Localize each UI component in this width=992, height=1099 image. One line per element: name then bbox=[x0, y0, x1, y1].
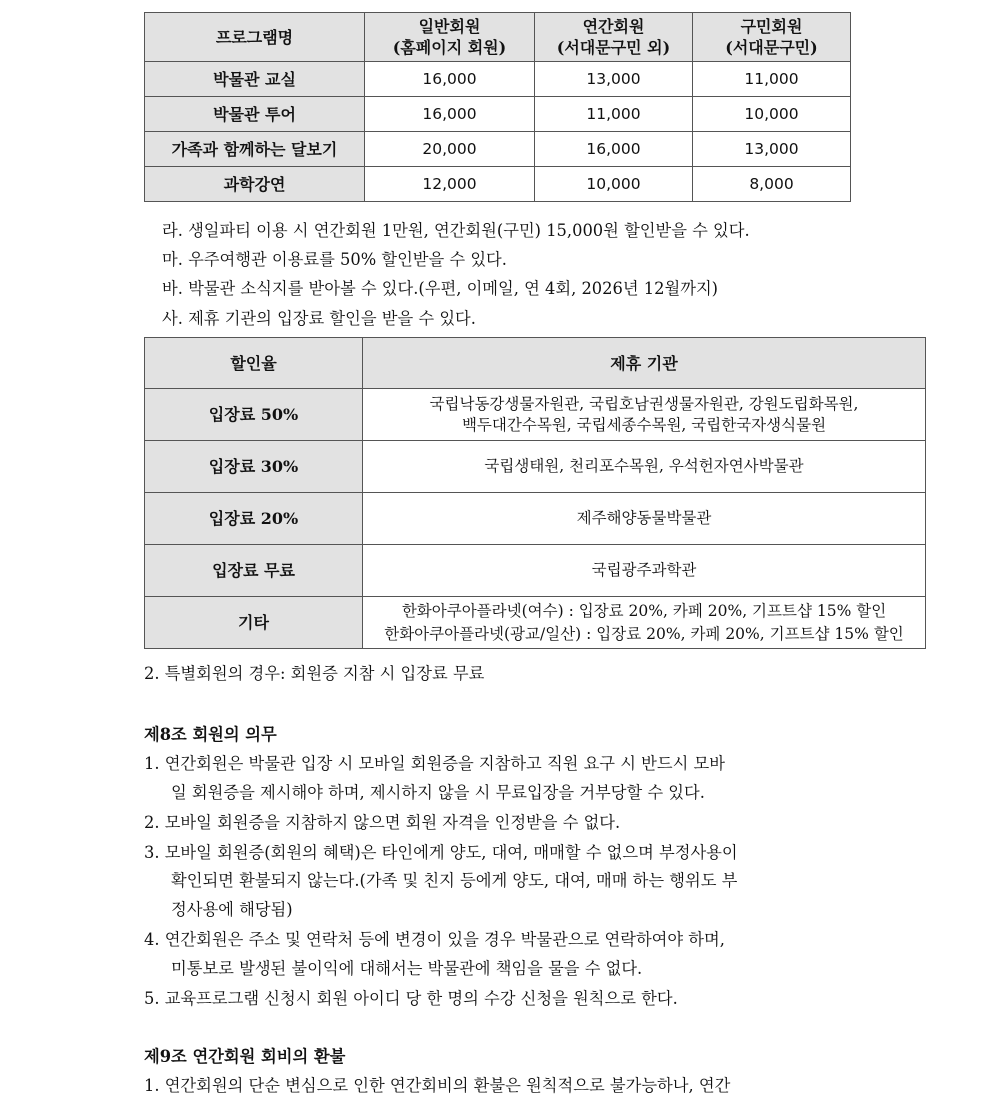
price-cell: 12,000 bbox=[365, 167, 535, 202]
benefit-item-ma: 마. 우주여행관 이용료를 50% 할인받을 수 있다. bbox=[162, 250, 507, 269]
price-cell: 10,000 bbox=[535, 167, 693, 202]
table-row bbox=[145, 545, 926, 597]
table-row bbox=[145, 167, 851, 202]
table-row bbox=[145, 62, 851, 97]
price-cell: 11,000 bbox=[693, 62, 851, 97]
special-member-note: 2. 특별회원의 경우: 회원증 지참 시 입장료 무료 bbox=[144, 664, 485, 683]
partner-institution-cell: 국립생태원, 천리포수목원, 우석헌자연사박물관 bbox=[363, 441, 926, 493]
article9-title: 제9조 연간회원 회비의 환불 bbox=[144, 1047, 346, 1066]
program-name-cell: 가족과 함께하는 달보기 bbox=[145, 132, 365, 167]
program-price-table bbox=[144, 12, 851, 202]
price-cell: 10,000 bbox=[693, 97, 851, 132]
price-cell: 13,000 bbox=[535, 62, 693, 97]
price-cell: 11,000 bbox=[535, 97, 693, 132]
price-cell: 13,000 bbox=[693, 132, 851, 167]
article8-line: 일 회원증을 제시해야 하며, 제시하지 않을 시 무료입장을 거부당할 수 있다. bbox=[171, 783, 705, 802]
table-row bbox=[145, 597, 926, 649]
price-header-resident: 구민회원 (서대문구민) bbox=[693, 13, 851, 62]
article8-line: 미통보로 발생된 불이익에 대해서는 박물관에 책임을 물을 수 없다. bbox=[171, 959, 643, 978]
benefit-item-ra: 라. 생일파티 이용 시 연간회원 1만원, 연간회원(구민) 15,000원 할인받을 수 있다. bbox=[162, 221, 750, 240]
table-row bbox=[145, 132, 851, 167]
program-name-cell: 과학강연 bbox=[145, 167, 365, 202]
price-cell: 8,000 bbox=[693, 167, 851, 202]
discount-rate-cell: 입장료 무료 bbox=[145, 545, 363, 597]
article9-line: 1. 연간회원의 단순 변심으로 인한 연간회비의 환불은 원칙적으로 불가능하나, 연간 bbox=[144, 1076, 731, 1095]
discount-rate-cell: 입장료 20% bbox=[145, 493, 363, 545]
partner-discount-table bbox=[144, 337, 926, 649]
price-header-program: 프로그램명 bbox=[145, 13, 365, 62]
article8-line: 확인되면 환불되지 않는다.(가족 및 친지 등에게 양도, 대여, 매매 하는 행위도 부 bbox=[171, 871, 738, 890]
partner-institution-cell: 국립광주과학관 bbox=[363, 545, 926, 597]
benefit-item-sa: 사. 제휴 기관의 입장료 할인을 받을 수 있다. bbox=[162, 309, 476, 328]
partner-institution-cell: 한화아쿠아플라넷(여수) : 입장료 20%, 카페 20%, 기프트샵 15% 할인 한화아쿠아플라넷(광교/일산) : 입장료 20%, 카페 20%, 기프트샵 15% 할인 bbox=[363, 597, 926, 649]
price-header-annual: 연간회원 (서대문구민 외) bbox=[535, 13, 693, 62]
article8-line: 정사용에 해당됨) bbox=[171, 900, 293, 919]
partner-table-header-row bbox=[145, 338, 926, 389]
article8-line: 4. 연간회원은 주소 및 연락처 등에 변경이 있을 경우 박물관으로 연락하여야 하며, bbox=[144, 930, 725, 949]
program-name-cell: 박물관 투어 bbox=[145, 97, 365, 132]
article8-line: 5. 교육프로그램 신청시 회원 아이디 당 한 명의 수강 신청을 원칙으로 한다. bbox=[144, 989, 678, 1008]
article8-title: 제8조 회원의 의무 bbox=[144, 725, 277, 744]
article8-line: 1. 연간회원은 박물관 입장 시 모바일 회원증을 지참하고 직원 요구 시 반드시 모바 bbox=[144, 754, 725, 773]
discount-rate-cell: 기타 bbox=[145, 597, 363, 649]
price-header-general: 일반회원 (홈페이지 회원) bbox=[365, 13, 535, 62]
article8-line: 3. 모바일 회원증(회원의 혜택)은 타인에게 양도, 대여, 매매할 수 없으며 부정사용이 bbox=[144, 843, 738, 862]
price-cell: 20,000 bbox=[365, 132, 535, 167]
discount-rate-cell: 입장료 50% bbox=[145, 389, 363, 441]
benefit-item-ba: 바. 박물관 소식지를 받아볼 수 있다.(우편, 이메일, 연 4회, 2026년 12월까지) bbox=[162, 279, 719, 298]
partner-header-institution: 제휴 기관 bbox=[363, 338, 926, 389]
price-cell: 16,000 bbox=[365, 62, 535, 97]
table-row bbox=[145, 493, 926, 545]
discount-rate-cell: 입장료 30% bbox=[145, 441, 363, 493]
program-name-cell: 박물관 교실 bbox=[145, 62, 365, 97]
partner-header-rate: 할인율 bbox=[145, 338, 363, 389]
article8-line: 2. 모바일 회원증을 지참하지 않으면 회원 자격을 인정받을 수 없다. bbox=[144, 813, 621, 832]
table-row bbox=[145, 441, 926, 493]
price-cell: 16,000 bbox=[365, 97, 535, 132]
table-row bbox=[145, 97, 851, 132]
partner-institution-cell: 제주해양동물박물관 bbox=[363, 493, 926, 545]
price-cell: 16,000 bbox=[535, 132, 693, 167]
table-row bbox=[145, 389, 926, 441]
partner-institution-cell: 국립낙동강생물자원관, 국립호남권생물자원관, 강원도립화목원, 백두대간수목원, 국립세종수목원, 국립한국자생식물원 bbox=[363, 389, 926, 441]
price-table-header-row bbox=[145, 13, 851, 62]
